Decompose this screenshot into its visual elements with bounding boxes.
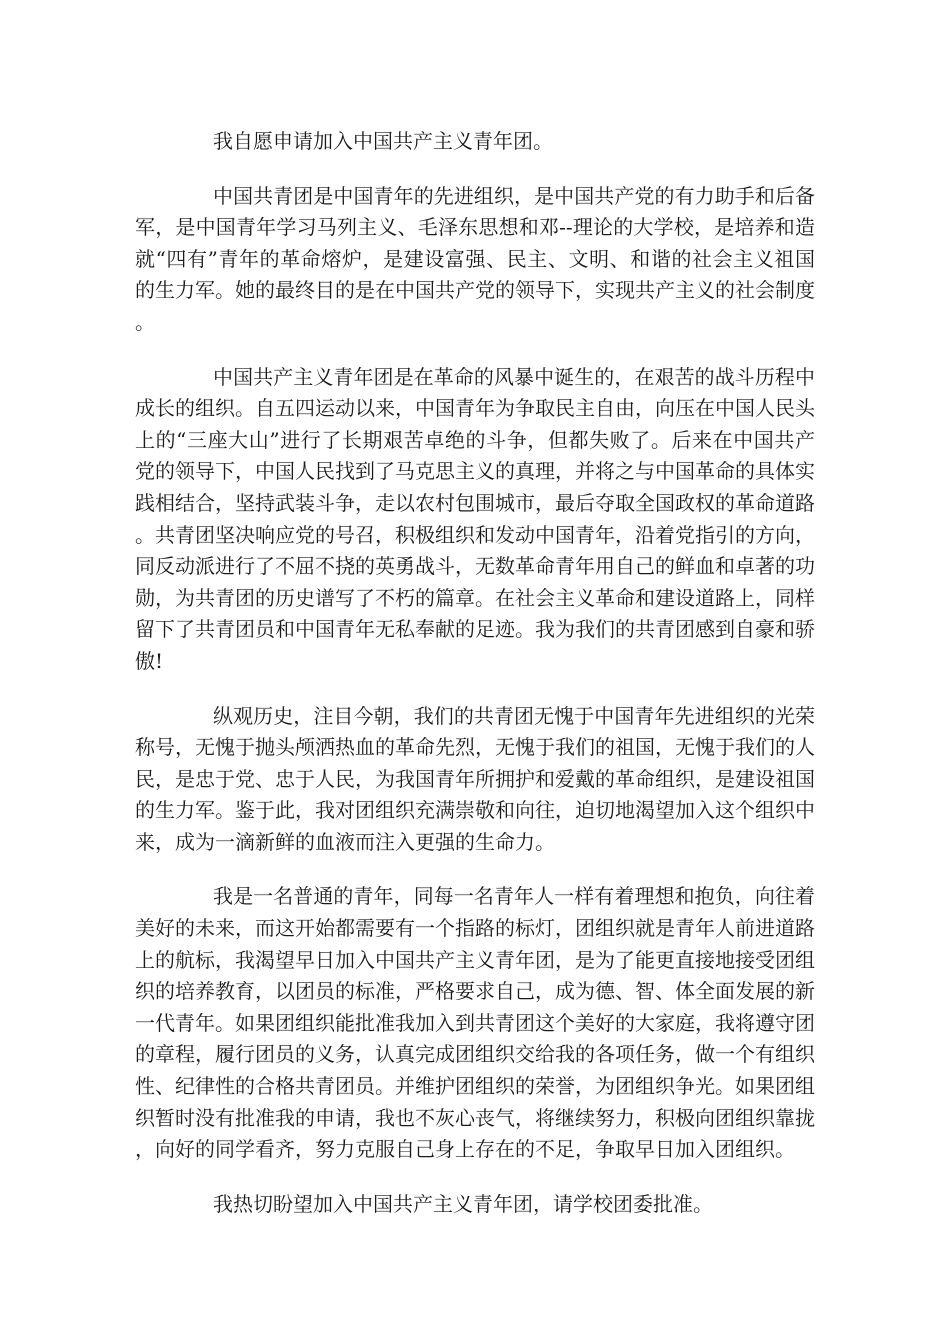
paragraph-personal: 我是一名普通的青年，同每一名青年人一样有着理想和抱负，向往着美好的未来，而这开始都需要有一个指路的标灯，团组织就是青年人前进道路上的航标，我渴望早日加入中国共产主义青年团，是为了能更直接地接受团组织的培养教育，以团员的标准，严格要求自己，成为德、智、体全面发展的新一代青年。如果团组织能批准我加入到共青团这个美好的大家庭，我将遵守团的章程，履行团员的义务，认真完成团组织交给我的各项任务，做一个有组织性、纪律性的合格共青团员。并维护团组织的荣誉，为团组织争光。如果团组织暂时没有批准我的申请，我也不灰心丧气，将继续努力，积极向团组织靠拢，向好的同学看齐，努力克服自己身上存在的不足，争取早日加入团组织。 [135, 884, 815, 1162]
paragraph-present: 纵观历史，注目今朝，我们的共青团无愧于中国青年先进组织的光荣称号，无愧于抛头颅洒热血的革命先烈，无愧于我们的祖国，无愧于我们的人民，是忠于党、忠于人民，为我国青年所拥护和爱戴的革命组织，是建设祖国的生力军。鉴于此，我对团组织充满崇敬和向往，迫切地渴望加入这个组织中来，成为一滴新鲜的血液而注入更强的生命力。 [135, 703, 815, 854]
document-body [135, 126, 815, 1243]
paragraph-about-league: 中国共青团是中国青年的先进组织，是中国共产党的有力助手和后备军，是中国青年学习马列主义、毛泽东思想和邓--理论的大学校，是培养和造就“四有”青年的革命熔炉，是建设富强、民主、文明、和谐的社会主义祖国的生力军。她的最终目的是在中国共产党的领导下，实现共产主义的社会制度。 [135, 183, 815, 334]
paragraph-opening: 我自愿申请加入中国共产主义青年团。 [213, 129, 553, 153]
paragraph-history: 中国共产主义青年团是在革命的风暴中诞生的，在艰苦的战斗历程中成长的组织。自五四运动以来，中国青年为争取民主自由，向压在中国人民头上的“三座大山”进行了长期艰苦卓绝的斗争，但都失败了。后来在中国共产党的领导下，中国人民找到了马克思主义的真理，并将之与中国革命的具体实践相结合，坚持武装斗争，走以农村包围城市，最后夺取全国政权的革命道路。共青团坚决响应党的号召，积极组织和发动中国青年，沿着党指引的方向，同反动派进行了不屈不挠的英勇战斗，无数革命青年用自己的鲜血和卓著的功勋，为共青团的历史谱写了不朽的篇章。在社会主义革命和建设道路上，同样留下了共青团员和中国青年无私奉献的足迹。我为我们的共青团感到自豪和骄傲! [135, 364, 815, 673]
paragraph-closing: 我热切盼望加入中国共产主义青年团，请学校团委批准。 [213, 1191, 713, 1216]
